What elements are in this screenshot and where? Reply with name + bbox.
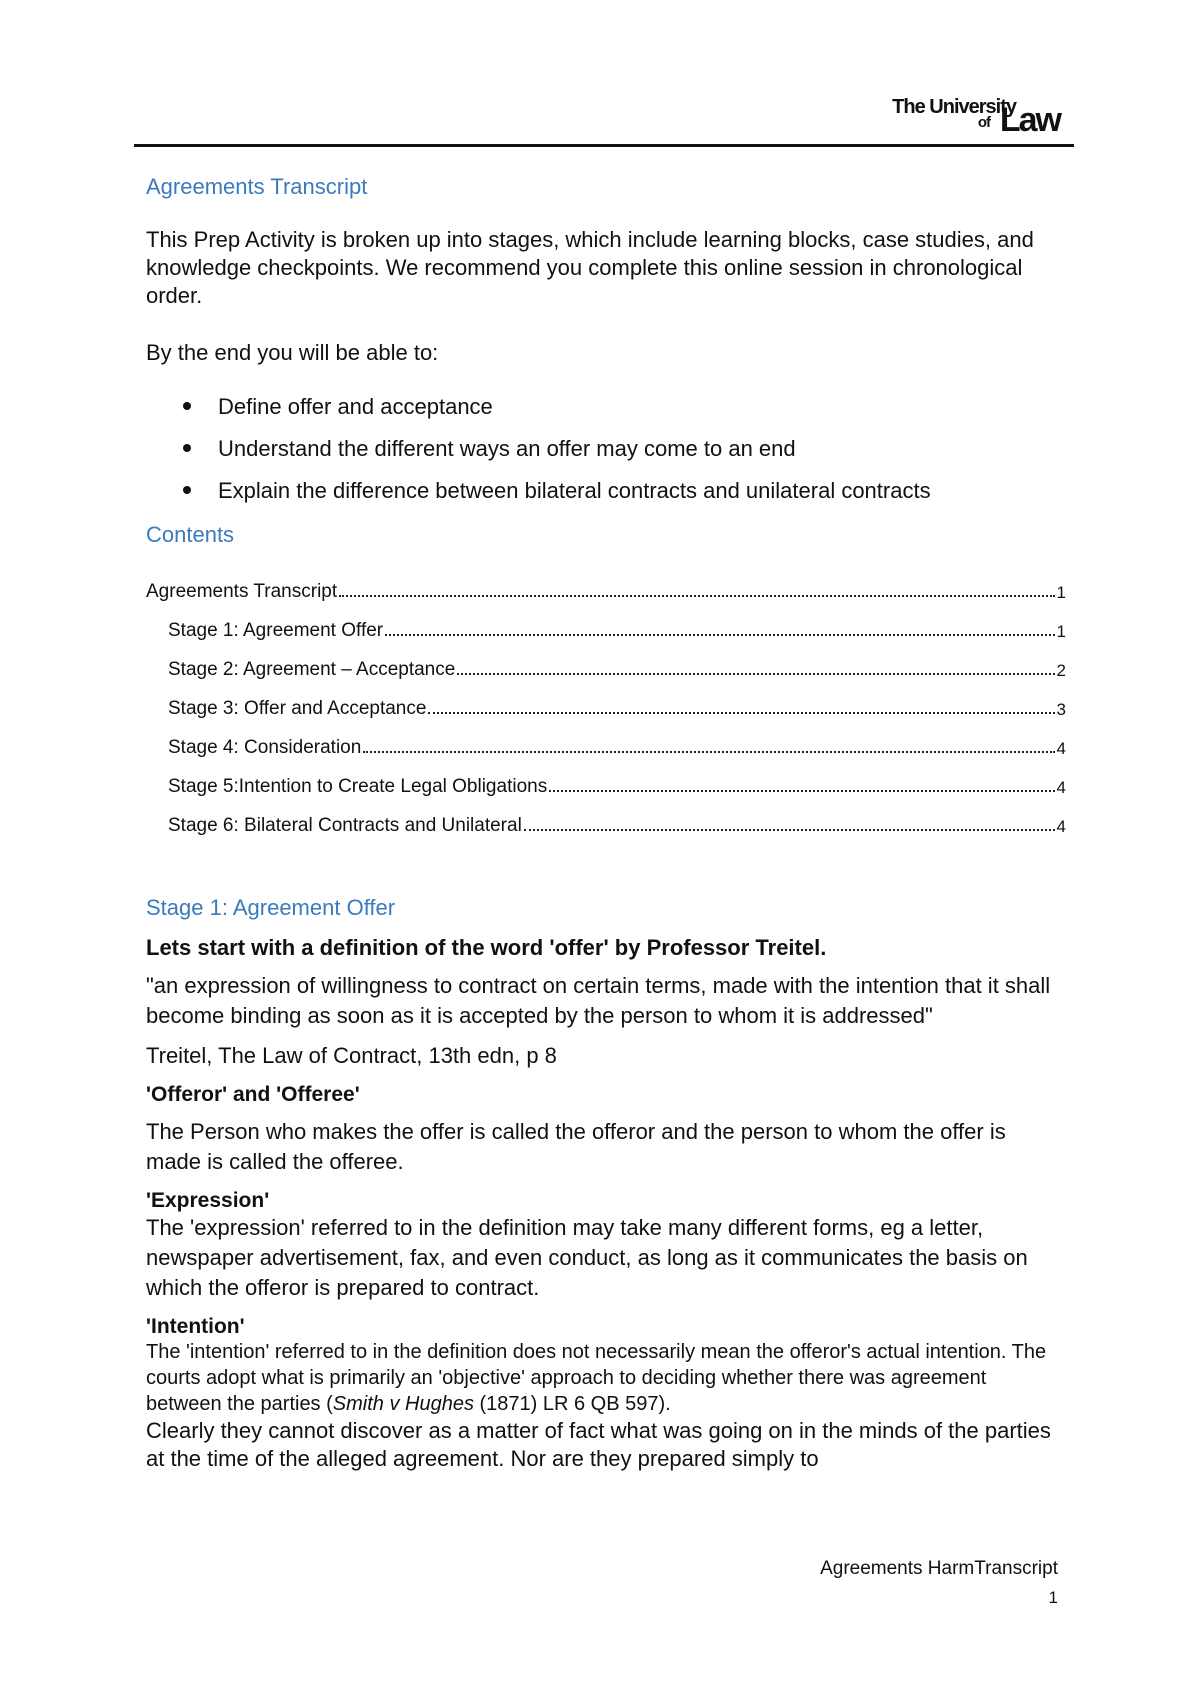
- bullet-icon: [183, 444, 191, 452]
- toc-entry-stage-2[interactable]: [146, 642, 1066, 681]
- toc-page: 4: [1056, 817, 1066, 836]
- toc-text: Agreements Transcript: [146, 581, 338, 602]
- offeror-text: The Person who makes the offer is called the offeror and the person to whom the offer is made is called the offeree.: [146, 1119, 1006, 1174]
- document-title: Agreements Transcript: [146, 174, 368, 199]
- intention-text-continued: Clearly they cannot discover as a matter of fact what was going on in the minds of the parties at the time of the alleged agreement. Nor are they prepared simply to: [146, 1418, 1051, 1471]
- toc-leader: [428, 712, 1054, 714]
- objective-text: Explain the difference between bilateral contracts and unilateral contracts: [218, 478, 931, 503]
- toc-leader: [363, 751, 1054, 753]
- logo-line-2: of: [977, 114, 990, 131]
- toc-entry-agreements-transcript[interactable]: [146, 564, 1066, 603]
- list-item: [146, 478, 1066, 520]
- expression-heading: 'Expression': [146, 1189, 270, 1212]
- toc-leader: [339, 595, 1054, 597]
- bullet-icon: [183, 402, 191, 410]
- intention-text: [146, 1339, 1066, 1417]
- header-rule: [134, 144, 1074, 147]
- logo-line-1: The University: [892, 96, 1016, 118]
- list-item: [146, 394, 1066, 436]
- contents-heading: Contents: [146, 522, 235, 547]
- stage-1-heading: Stage 1: Agreement Offer: [146, 895, 396, 920]
- university-logo: [840, 96, 1060, 139]
- bullet-icon: [183, 486, 191, 494]
- toc-page: 4: [1056, 778, 1066, 797]
- toc-text: Stage 5:Intention to Create Legal Obligations: [168, 776, 548, 797]
- toc-page: 4: [1056, 739, 1066, 758]
- toc-page: 3: [1056, 700, 1066, 719]
- objective-text: Understand the different ways an offer may come to an end: [218, 436, 796, 461]
- intention-text-a: The 'intention' referred to in the definition does not necessarily mean the offeror's actual intention. The courts adopt what is primarily an 'objective' approach to deciding whether there was agreement between the parties (: [146, 1341, 1047, 1415]
- by-end-text: By the end you will be able to:: [146, 340, 439, 365]
- case-name: Smith v Hughes: [332, 1393, 474, 1415]
- list-item: [146, 436, 1066, 478]
- toc-entry-stage-3[interactable]: [146, 681, 1066, 720]
- offeror-heading: 'Offeror' and 'Offeree': [146, 1083, 360, 1106]
- logo-line-3: Law: [999, 101, 1060, 139]
- toc-text: Stage 6: Bilateral Contracts and Unilateral: [168, 815, 522, 836]
- page-number: 1: [1048, 1588, 1058, 1607]
- treitel-quote: "an expression of willingness to contract on certain terms, made with the intention that it shall become binding as soon as it is accepted by the person to whom it is addressed": [146, 973, 1051, 1028]
- toc-page: 1: [1056, 583, 1066, 602]
- toc-leader: [385, 634, 1054, 636]
- toc-text: Stage 2: Agreement – Acceptance: [168, 659, 456, 680]
- intro-paragraph: This Prep Activity is broken up into stages, which include learning blocks, case studies, and knowledge checkpoints. We recommend you complete this online session in chronological order.: [146, 227, 1034, 308]
- toc-page: 2: [1056, 661, 1066, 680]
- objectives-list: [146, 394, 1066, 520]
- expression-text: The 'expression' referred to in the definition may take many different forms, eg a letter, newspaper advertisement, fax, and even conduct, as long as it communicates the basis on which the offeror is prepared to contract.: [146, 1215, 1028, 1300]
- toc-text: Stage 3: Offer and Acceptance: [168, 698, 427, 719]
- document-body: [146, 174, 1066, 1473]
- objective-text: Define offer and acceptance: [218, 394, 493, 419]
- toc-leader: [457, 673, 1054, 675]
- toc-text: Stage 4: Consideration: [168, 737, 362, 758]
- toc-entry-stage-1[interactable]: [146, 603, 1066, 642]
- toc-leader: [549, 790, 1054, 792]
- toc-page: 1: [1056, 622, 1066, 641]
- intention-heading: 'Intention': [146, 1315, 245, 1338]
- intention-text-b: (1871) LR 6 QB 597).: [473, 1393, 671, 1415]
- offer-definition-lead: Lets start with a definition of the word 'offer' by Professor Treitel.: [146, 935, 827, 960]
- toc-text: Stage 1: Agreement Offer: [168, 620, 384, 641]
- toc-entry-stage-5[interactable]: [146, 759, 1066, 798]
- treitel-citation: Treitel, The Law of Contract, 13th edn, p 8: [146, 1043, 557, 1068]
- toc-entry-stage-4[interactable]: [146, 720, 1066, 759]
- toc-leader: [524, 829, 1055, 831]
- footer-title: Agreements HarmTranscript: [820, 1558, 1058, 1579]
- table-of-contents: [146, 564, 1066, 837]
- toc-entry-stage-6[interactable]: [146, 798, 1066, 837]
